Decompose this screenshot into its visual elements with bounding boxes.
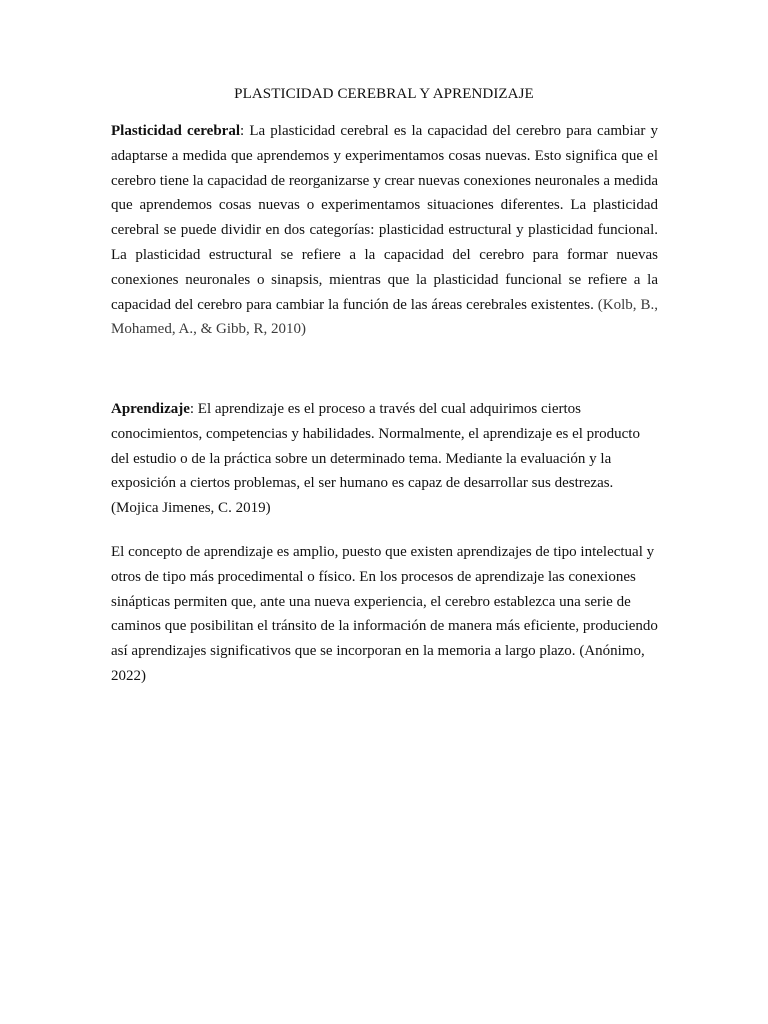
paragraph-text: : El aprendizaje es el proceso a través del cual adquirimos ciertos conocimientos, competencias y habilidades. Normalmente, el aprendizaje es el producto del estudio o de la práctica sobre un determinado tema. Mediante la evaluación y la exposición a ciertos problemas, el ser humano es capaz de desarrollar sus destrezas.: [111, 401, 640, 492]
citation: (Anónimo, 2022): [111, 643, 645, 684]
paragraph-concepto-aprendizaje: [111, 540, 658, 689]
paragraph-aprendizaje: [111, 397, 658, 521]
paragraph-text: : La plasticidad cerebral es la capacidad del cerebro para cambiar y adaptarse a medida que aprendemos y experimentamos cosas nuevas. Esto significa que el cerebro tiene la capacidad de reorganizarse y crear nuevas conexiones neuronales a medida que aprendemos cosas nuevas o experimentamos situaciones diferentes. La plasticidad cerebral se puede dividir en dos categorías: plasticidad estructural y plasticidad funcional. La plasticidad estructural se refiere a la capacidad del cerebro para formar nuevas conexiones neuronales o sinapsis, mientras que la plasticidad funcional se refiere a la capacidad del cerebro para cambiar la función de las áreas cerebrales existentes.: [111, 123, 658, 313]
document-title: PLASTICIDAD CEREBRAL Y APRENDIZAJE: [234, 86, 534, 102]
paragraph-text: El concepto de aprendizaje es amplio, puesto que existen aprendizajes de tipo intelectual y otros de tipo más procedimental o físico. En los procesos de aprendizaje las conexiones sinápticas permiten que, ante una nueva experiencia, el cerebro establezca una serie de caminos que posibilitan el tránsito de la información de manera más eficiente, produciendo así aprendizajes significativos que se incorporan en la memoria a largo plazo.: [111, 544, 658, 660]
paragraph-plasticidad-cerebral: [111, 119, 658, 342]
term-aprendizaje: Aprendizaje: [111, 401, 190, 417]
citation: (Kolb, B., Mohamed, A., & Gibb, R, 2010): [111, 296, 658, 338]
citation: (Mojica Jimenes, C. 2019): [111, 500, 271, 517]
term-plasticidad-cerebral: Plasticidad cerebral: [111, 123, 241, 139]
